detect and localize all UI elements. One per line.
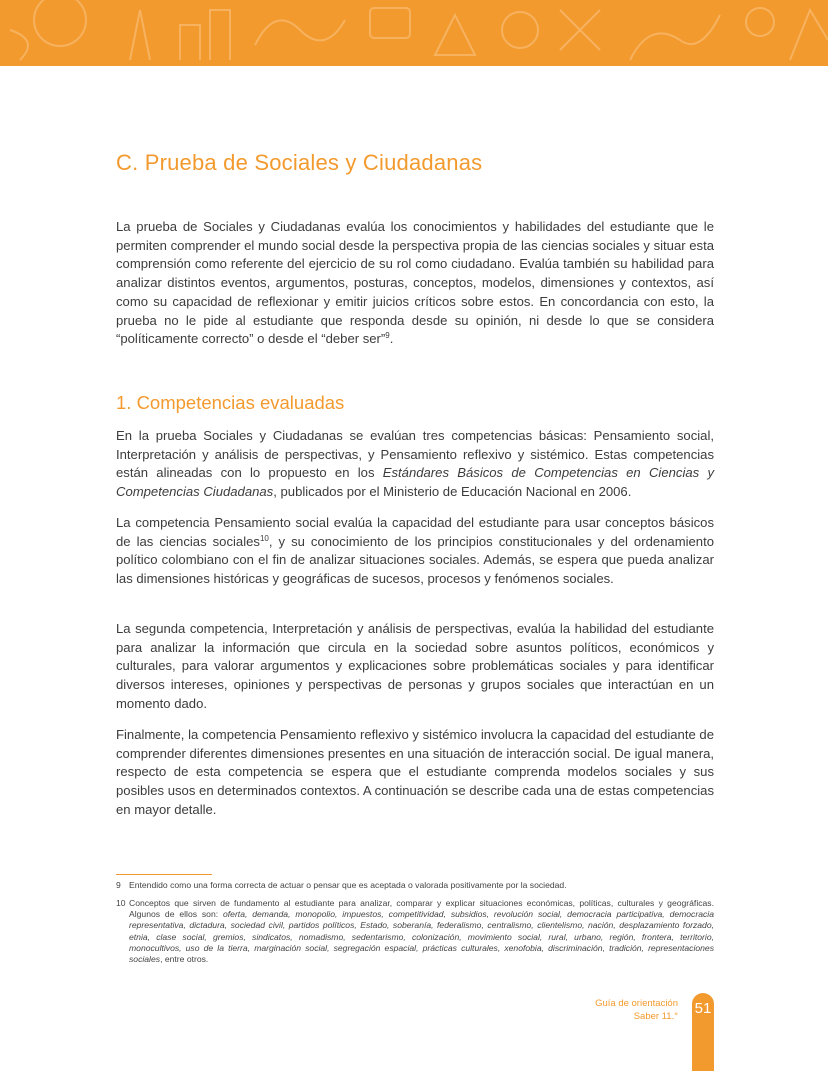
intro-end: . [389,331,394,347]
footnote-ref-9[interactable]: 9 [385,331,390,341]
p1-italic-title: Estándares Básicos de Competencias en Ciencias y Competencias Ciudadanas [116,465,714,500]
competencias-paragraph-2 [116,514,714,589]
footnote-9 [116,880,714,891]
p1-text-a: En la prueba Sociales y Ciudadanas se evalúan tres competencias básicas: Pensamiento social, Interpretación y análisis de perspectivas, y Pensamiento reflexivo y sistémico. Estas competencias están alineadas con lo propuesto en los [116,428,714,481]
footnote-10-text: Conceptos que sirven de fundamento al estudiante para analizar, comparar y explicar situaciones económicas, políticas, culturales y geográficas. Algunos de ellos son: [129,898,714,920]
footnote-10-end: , entre otros. [160,954,209,965]
footnote-divider [116,874,212,875]
footer-exam-label: Saber 11.° [633,1011,678,1022]
competencias-paragraph-3: La segunda competencia, Interpretación y análisis de perspectivas, evalúa la habilidad del estudiante para analizar la información que circula en la sociedad sobre asuntos políticos, económicos y culturales, para valorar argumentos y explicaciones sobre problemáticas sociales y para identificar diversos intereses, opiniones y perspectivas de personas y grupos sociales que interactúan en un momento dado. [116,621,714,711]
subsection-title: 1. Competencias evaluadas [116,392,345,413]
footnote-9-number: 9 [116,880,121,890]
footer-guide-label: Guía de orientación [595,998,678,1009]
page-number-tab [692,993,714,1071]
intro-text: La prueba de Sociales y Ciudadanas evalúa los conocimientos y habilidades del estudiante que le permiten comprender el mundo social desde la perspectiva propia de las ciencias sociales y situar esta comprensión como referente del ejercicio de su rol como ciudadano. Evalúa también su habilidad para analizar distintos eventos, argumentos, posturas, conceptos, modelos, dimensiones y contextos, así como su capacidad de reflexionar y emitir juicios críticos sobre estos. En concordancia con esto, la prueba no le pide al estudiante que responda desde su opinión, ni desde lo que se considera “políticamente correcto” o desde el “deber ser” [116,219,714,347]
competencias-paragraph-1 [116,427,714,502]
p2-text-a: La competencia Pensamiento social evalúa la capacidad del estudiante para usar conceptos básicos de las ciencias sociales [116,515,714,549]
intro-paragraph [116,218,714,349]
header-banner [0,0,828,66]
p1-text-b: , publicados por el Ministerio de Educación Nacional en 2006. [273,484,632,500]
footnote-10-body [116,898,714,965]
footnote-ref-10[interactable]: 10 [259,533,269,543]
section-title: C. Prueba de Sociales y Ciudadanas [116,150,483,175]
p2-text-b: , y su conocimiento de los principios constitucionales y del ordenamiento político colombiano con el fin de analizar situaciones sociales. Además, se espera que pueda analizar las dimensiones históricas y geográficas de sucesos, procesos y fenómenos sociales. [116,533,714,587]
footnote-10-italic-list: oferta, demanda, monopolio, impuestos, competitividad, subsidios, revolución social, democracia participativa, democracia representativa, dictadura, sociedad civil, partidos políticos, Estado, soberanía, federalismo, centralismo, clientelismo, nación, desplazamiento forzado, etnia, clase social, gremios, sindicatos, nomadismo, sedentarismo, colonización, movimiento social, rural, urbano, región, frontera, territorio, monocultivos, uso de la tierra, marginación social, segregación espacial, prácticas culturales, xenofobia, discriminación, tradición, representaciones sociales [129,909,714,965]
footnote-10 [116,898,714,965]
footnote-9-text: Entendido como una forma correcta de actuar o pensar que es aceptada o valorada positivamente por la sociedad. [129,880,567,890]
footnote-10-number: 10 [116,898,126,908]
competencias-paragraph-4: Finalmente, la competencia Pensamiento reflexivo y sistémico involucra la capacidad del estudiante de comprender diferentes dimensiones presentes en una situación de interacción social. De igual manera, respecto de esta competencia se espera que el estudiante comprenda modelos sociales y sus posibles usos en determinados contextos. A continuación se describe cada una de estas competencias en mayor detalle. [116,727,714,817]
banner-doodles-icon [0,0,828,66]
page-number: 51 [694,1000,712,1017]
